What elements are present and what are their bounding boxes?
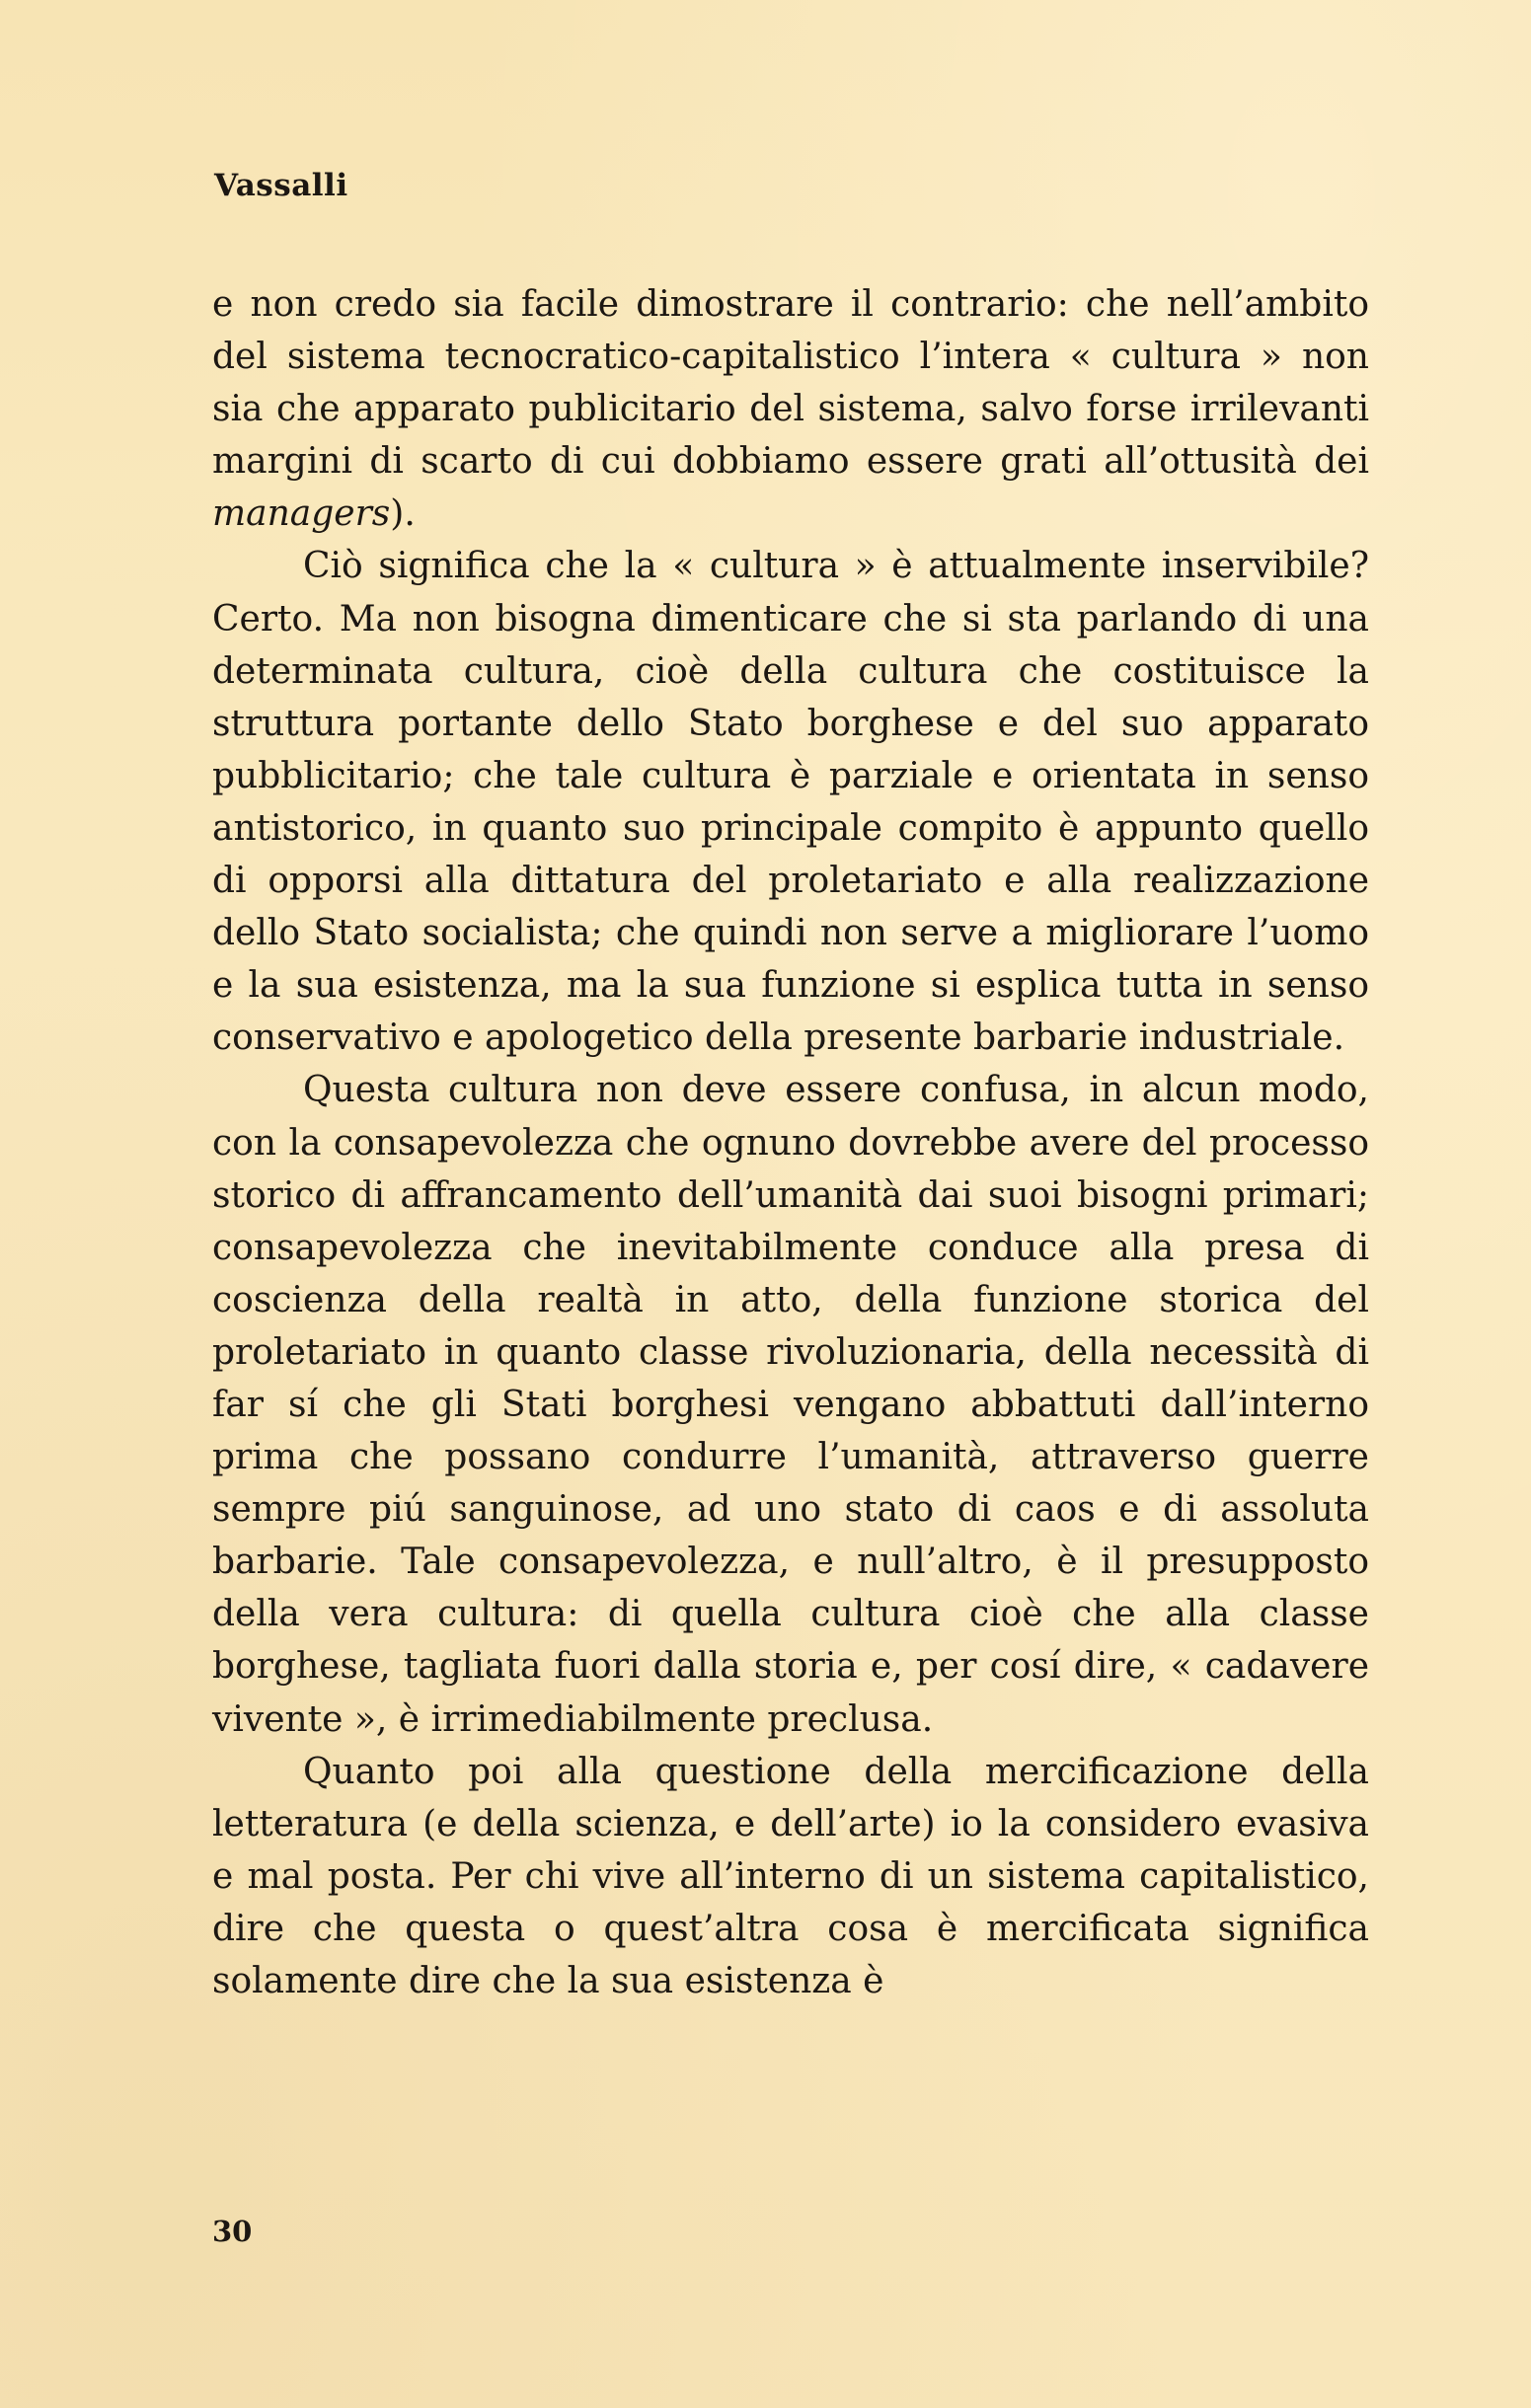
running-head: Vassalli: [214, 168, 348, 203]
paragraph-1-text: e non credo sia facile dimostrare il contrario: che nell’ambito del sistema tecnocratico-capitalistico l’intera « cultura » non sia che apparato publicitario del sistema, salvo forse irrilevanti margini di scarto di cui dobbiamo essere grati all’ottusità dei: [212, 284, 1369, 483]
page-number: 30: [212, 2215, 253, 2248]
paragraph-3: Questa cultura non deve essere confusa, in alcun modo, con la consapevolezza che ognuno dovrebbe avere del processo storico di affrancamento dell’umanità dai suoi bisogni primari; consapevolezza che inevitabilmente conduce alla presa di coscienza della realtà in atto, della funzione storica del proletariato in quanto classe rivoluzionaria, della necessità di far sí che gli Stati borghesi vengano abbattuti dall’interno prima che possano condurre l’umanità, attraverso guerre sempre piú sanguinose, ad uno stato di caos e di assoluta barbarie. Tale consapevolezza, e null’altro, è il presupposto della vera cultura: di quella cultura cioè che alla classe borghese, tagliata fuori dalla storia e, per cosí dire, « cadavere vivente », è irrimediabilmente preclusa.: [212, 1070, 1369, 1740]
paragraph-4: Quanto poi alla questione della mercificazione della letteratura (e della scienza, e dell’arte) io la considero evasiva e mal posta. Per chi vive all’interno di un sistema capitalistico, dire che questa o quest’altra cosa è mercificata significa solamente dire che la sua esistenza è: [212, 1751, 1369, 2001]
paragraph-1: [212, 278, 1369, 540]
paragraph-1-end: ).: [390, 493, 416, 535]
body-text: [212, 278, 1369, 2007]
paragraph-1-italic: managers: [212, 493, 391, 535]
paragraph-2: Ciò significa che la « cultura » è attualmente inservibile? Certo. Ma non bisogna dimenticare che si sta parlando di una determinata cultura, cioè della cultura che costituisce la struttura portante dello Stato borghese e del suo apparato pubblicitario; che tale cultura è parziale e orientata in senso antistorico, in quanto suo principale compito è appunto quello di opporsi alla dittatura del proletariato e alla realizzazione dello Stato socialista; che quindi non serve a migliorare l’uomo e la sua esistenza, ma la sua funzione si esplica tutta in senso conservativo e apologetico della presente barbarie industriale.: [212, 546, 1369, 1059]
